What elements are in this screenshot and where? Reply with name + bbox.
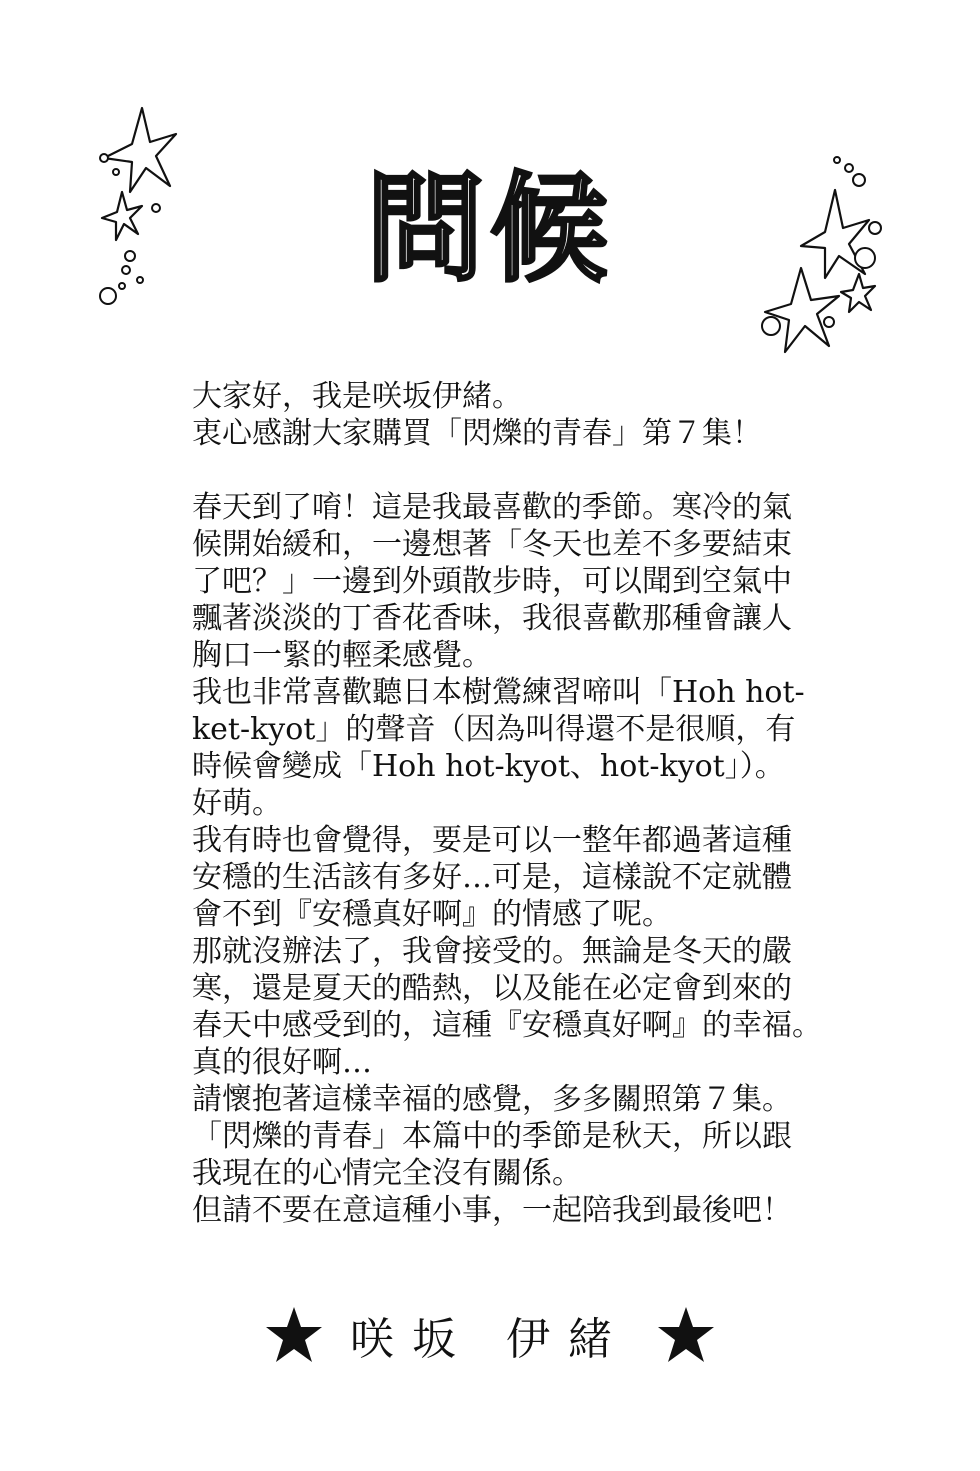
text-line: 了吧？」一邊到外頭散步時，可以聞到空氣中 xyxy=(192,564,792,599)
star-icon xyxy=(102,192,142,240)
text-line: 真的很好啊… xyxy=(192,1045,372,1080)
text-line: 候開始緩和，一邊想著「冬天也差不多要結束 xyxy=(192,527,792,562)
bubble-icon xyxy=(869,222,881,234)
star-decoration-left xyxy=(90,100,190,320)
page-title: 問候 xyxy=(365,160,614,298)
text-line: 好萌。 xyxy=(192,786,282,821)
text-line: 但請不要在意這種小事，一起陪我到最後吧！ xyxy=(192,1193,792,1228)
text-line: 我有時也會覺得，要是可以一整年都過著這種 xyxy=(192,823,792,858)
bubble-icon xyxy=(834,157,840,163)
text-line: 飄著淡淡的丁香花香味，我很喜歡那種會讓人 xyxy=(192,601,792,636)
text-line: 胸口一緊的輕柔感覺。 xyxy=(192,638,492,673)
bubble-icon xyxy=(122,266,130,274)
text-line: 我現在的心情完全沒有關係。 xyxy=(192,1156,582,1191)
star-decoration-right xyxy=(755,150,895,360)
text-line: 請懷抱著這樣幸福的感覺，多多關照第７集。 xyxy=(192,1082,792,1117)
opening-paragraph xyxy=(192,378,832,452)
greeting-body xyxy=(192,378,832,1229)
text-line: 衷心感謝大家購買「閃爍的青春」第７集！ xyxy=(192,416,762,451)
text-line: 春天到了唷！這是我最喜歡的季節。寒冷的氣 xyxy=(192,490,792,525)
star-icon xyxy=(264,1305,324,1365)
text-line: 春天中感受到的，這種『安穩真好啊』的幸福。 xyxy=(192,1008,822,1043)
bubble-icon xyxy=(845,164,853,172)
text-line: 那就沒辦法了，我會接受的。無論是冬天的嚴 xyxy=(192,934,792,969)
signature xyxy=(0,1290,980,1380)
text-line: 我也非常喜歡聽日本樹鶯練習啼叫「Hoh hot- xyxy=(192,675,805,710)
text-line: 「閃爍的青春」本篇中的季節是秋天，所以跟 xyxy=(192,1119,792,1154)
main-paragraph xyxy=(192,489,832,1229)
bubble-icon xyxy=(100,288,116,304)
bubble-icon xyxy=(119,283,125,289)
text-line: 安穩的生活該有多好…可是，這樣說不定就體 xyxy=(192,860,792,895)
bubble-icon xyxy=(152,204,160,212)
text-line: 時候會變成「Hoh hot-kyot、hot-kyot」）。 xyxy=(192,749,785,784)
text-line: 寒，還是夏天的酷熱，以及能在必定會到來的 xyxy=(192,971,792,1006)
bubble-icon xyxy=(100,154,108,162)
text-line: 大家好，我是咲坂伊緒。 xyxy=(192,379,522,414)
bubble-icon xyxy=(762,317,780,335)
author-signature: 咲坂 伊緒 xyxy=(350,1314,630,1365)
bubble-icon xyxy=(853,174,865,186)
star-icon xyxy=(841,274,875,312)
bubble-icon xyxy=(125,251,135,261)
text-line: 會不到『安穩真好啊』的情感了呢。 xyxy=(192,897,672,932)
star-icon xyxy=(765,268,839,352)
text-line: ket-kyot」的聲音（因為叫得還不是很順，有 xyxy=(192,712,796,747)
bubble-icon xyxy=(855,248,875,268)
star-icon xyxy=(656,1305,716,1365)
bubble-icon xyxy=(824,317,834,327)
bubble-icon xyxy=(137,277,143,283)
star-icon xyxy=(104,108,176,192)
bubble-icon xyxy=(113,169,119,175)
